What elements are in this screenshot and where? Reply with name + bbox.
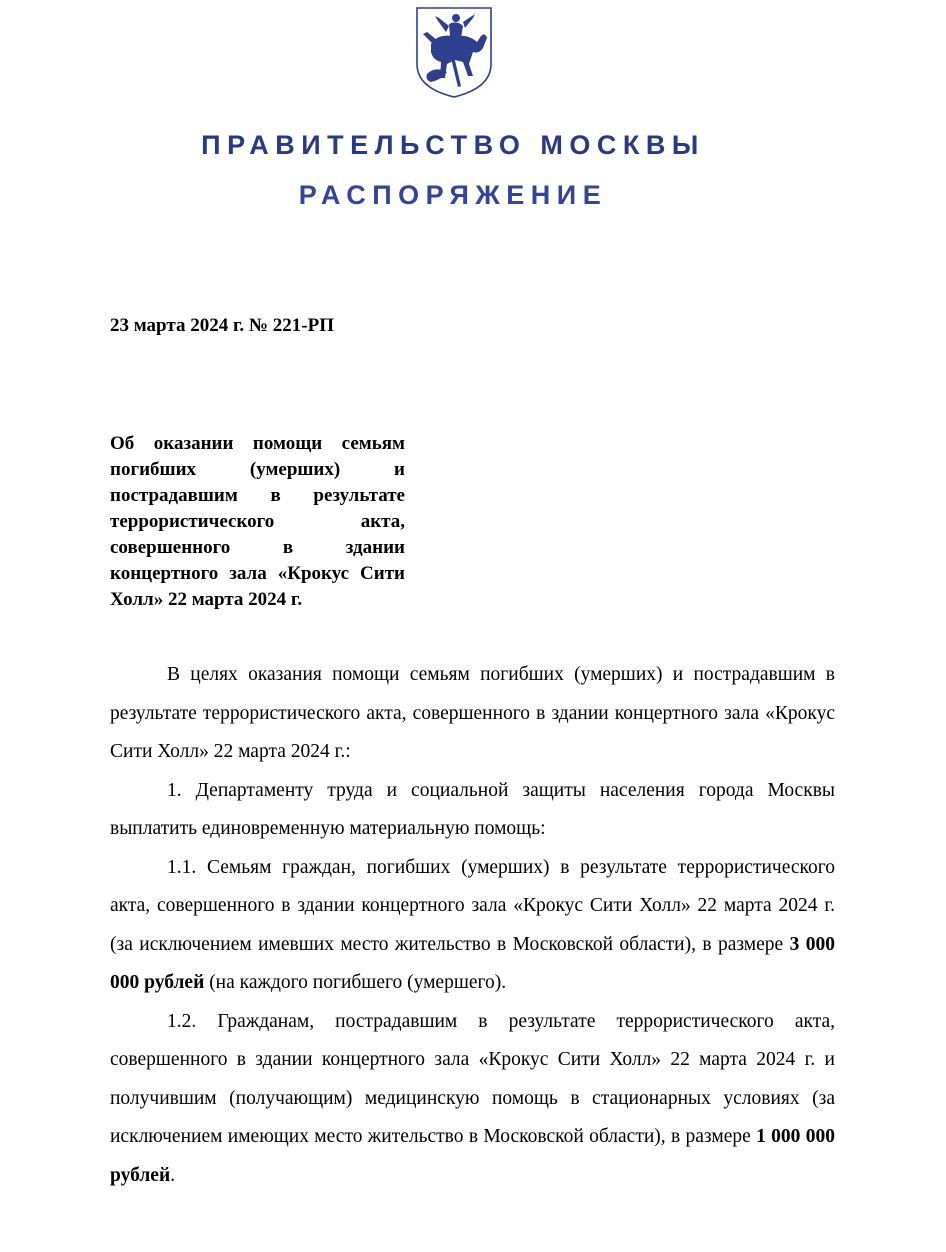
item-1-1-amount: 3 000 000 рублей <box>110 933 836 993</box>
government-name: ПРАВИТЕЛЬСТВО МОСКВЫ <box>201 130 705 160</box>
date-and-number: 23 марта 2024 г. № 221-РП <box>110 315 334 336</box>
document-body <box>110 656 835 1195</box>
item-1-1-text: 1.1. Семьям граждан, погибших (умерших) в результате террористического акта, совершенного в здании концертного зала «Крокус Сити Холл» 22 марта 2024 г. (за исключением имевших место жительство в Московской области), в размере <box>110 856 835 955</box>
item-1-1-tail: (на каждого погибшего (умершего). <box>204 972 507 993</box>
item-1-1-paragraph <box>110 849 835 1003</box>
item-1-2-amount: 1 000 000 рублей <box>110 1126 836 1186</box>
item-1-2-paragraph <box>110 1003 835 1196</box>
item-1-2-text: 1.2. Гражданам, пострадавшим в результате террористического акта, совершенного в здании концертного зала «Крокус Сити Холл» 22 марта 2024 г. и получившим (получающим) медицинскую помощь в стационарных условиях (за исключением имеющих место жительство в Московской области), в размере <box>110 1010 835 1147</box>
item-1-2-tail: . <box>170 1164 176 1186</box>
moscow-coat-of-arms-icon <box>413 4 495 100</box>
document-subject: Об оказании помощи семьям погибших (умерших) и пострадавшим в результате террористического акта, совершенного в здании концертного зала «Крокус Сити Холл» 22 марта 2024 г. <box>110 433 405 610</box>
document-type: РАСПОРЯЖЕНИЕ <box>298 180 608 210</box>
item-1-paragraph: 1. Департаменту труда и социальной защиты населения города Москвы выплатить единовременную материальную помощь: <box>110 779 835 839</box>
preamble-paragraph: В целях оказания помощи семьям погибших (умерших) и пострадавшим в результате террористического акта, совершенного в здании концертного зала «Крокус Сити Холл» 22 марта 2024 г.: <box>110 664 835 762</box>
